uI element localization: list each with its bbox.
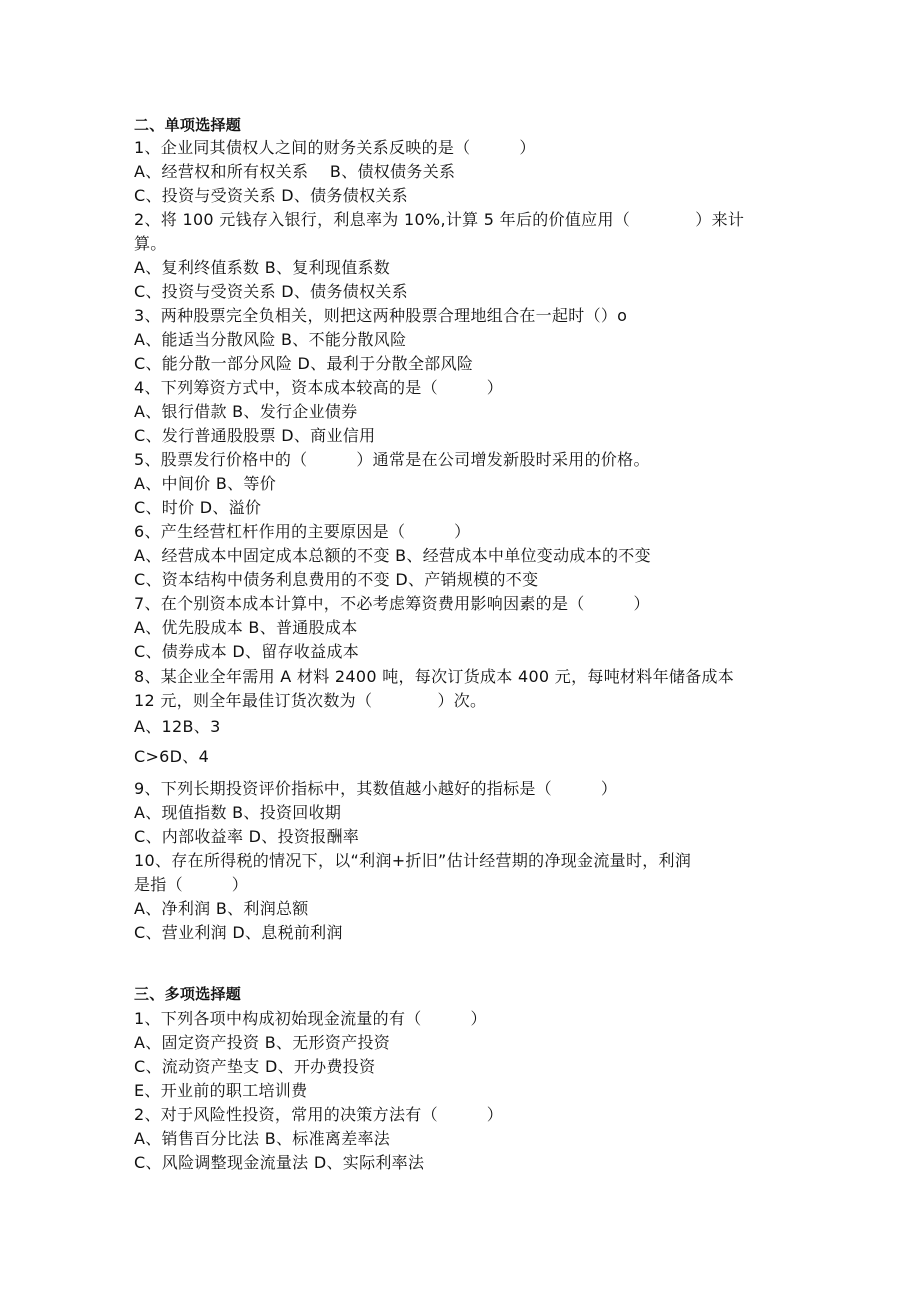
- question-line: 5、股票发行价格中的（ ）通常是在公司增发新股时采用的价格。: [134, 450, 650, 469]
- question-line-continuation: 12 元，则全年最佳订货次数为（ ）次。: [134, 691, 487, 710]
- option-line: C、能分散一部分风险 D、最利于分散全部风险: [134, 354, 474, 373]
- option-line: A、现值指数 B、投资回收期: [134, 803, 342, 822]
- question-line: 4、下列筹资方式中，资本成本较高的是（ ）: [134, 378, 504, 397]
- option-line: A、复利终值系数 B、复利现值系数: [134, 258, 391, 277]
- option-line: A、优先股成本 B、普通股成本: [134, 618, 358, 637]
- question-line: 1、企业同其债权人之间的财务关系反映的是（ ）: [134, 138, 536, 157]
- option-line: A、经营权和所有权关系 B、债权债务关系: [134, 162, 456, 181]
- option-line: A、经营成本中固定成本总额的不变 B、经营成本中单位变动成本的不变: [134, 546, 651, 565]
- option-line: C、营业利润 D、息税前利润: [134, 923, 343, 942]
- question-line: 9、下列长期投资评价指标中，其数值越小越好的指标是（ ）: [134, 779, 618, 798]
- question-line-continuation: 算。: [134, 234, 167, 253]
- option-line: A、能适当分散风险 B、不能分散风险: [134, 330, 407, 349]
- question-line: 8、某企业全年需用 A 材料 2400 吨，每次订货成本 400 元，每吨材料年储备成本: [134, 667, 735, 686]
- option-line: C、流动资产垫支 D、开办费投资: [134, 1057, 376, 1076]
- option-line: C、债券成本 D、留存收益成本: [134, 642, 360, 661]
- option-line: A、净利润 B、利润总额: [134, 899, 309, 918]
- question-line: 6、产生经营杠杆作用的主要原因是（ ）: [134, 522, 471, 541]
- section-heading-single-choice: 二、单项选择题: [134, 116, 242, 134]
- option-line: A、银行借款 B、发行企业债券: [134, 402, 358, 421]
- option-line: C、资本结构中债务利息费用的不变 D、产销规模的不变: [134, 570, 539, 589]
- option-line: C、内部收益率 D、投资报酬率: [134, 827, 360, 846]
- option-line: E、开业前的职工培训费: [134, 1081, 308, 1100]
- option-line: A、固定资产投资 B、无形资产投资: [134, 1033, 391, 1052]
- question-line-continuation: 是指（ ）: [134, 875, 249, 894]
- option-line: C、风险调整现金流量法 D、实际利率法: [134, 1153, 425, 1172]
- question-line: 2、将 100 元钱存入银行，利息率为 10%,计算 5 年后的价值应用（ ）来计: [134, 210, 745, 229]
- option-line: C、发行普通股股票 D、商业信用: [134, 426, 376, 445]
- option-line: C>6D、4: [134, 747, 210, 766]
- option-line: C、时价 D、溢价: [134, 498, 262, 517]
- question-line: 10、存在所得税的情况下，以“利润+折旧”估计经营期的净现金流量时，利润: [134, 851, 692, 870]
- option-line: C、投资与受资关系 D、债务债权关系: [134, 282, 408, 301]
- question-line: 7、在个别资本成本计算中，不必考虑筹资费用影响因素的是（ ）: [134, 594, 650, 613]
- option-line: A、12B、3: [134, 717, 221, 736]
- question-line: 3、两种股票完全负相关，则把这两种股票合理地组合在一起时（）o: [134, 306, 628, 325]
- option-line: A、销售百分比法 B、标准离差率法: [134, 1129, 391, 1148]
- question-line: 1、下列各项中构成初始现金流量的有（ ）: [134, 1009, 487, 1028]
- option-line: C、投资与受资关系 D、债务债权关系: [134, 186, 408, 205]
- question-line: 2、对于风险性投资，常用的决策方法有（ ）: [134, 1105, 504, 1124]
- section-heading-multiple-choice: 三、多项选择题: [134, 985, 242, 1003]
- option-line: A、中间价 B、等价: [134, 474, 277, 493]
